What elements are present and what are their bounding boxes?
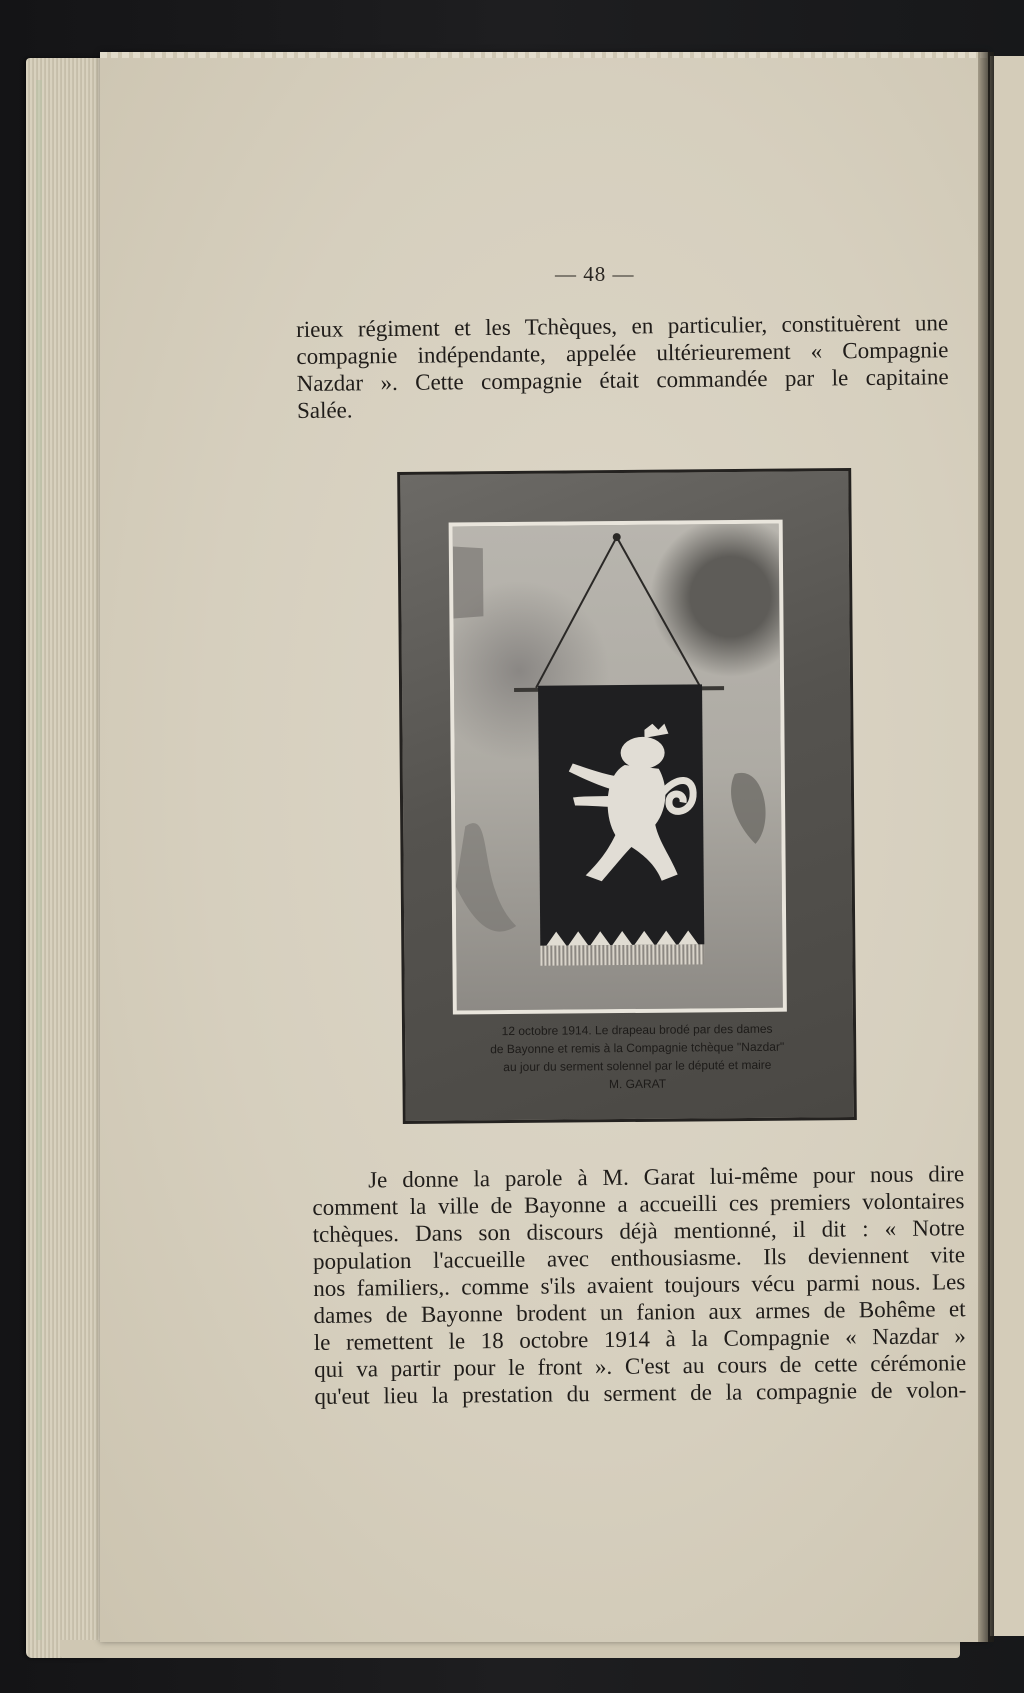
text-line: qu'eut lieu la prestation du serment de la compagnie de volon- (314, 1377, 967, 1409)
banner-photo (449, 520, 787, 1015)
caption-line: M. GARAT (608, 1076, 667, 1092)
caption-line: au jour du serment solennel par le député et maire (503, 1057, 772, 1075)
text-line: Salée. (296, 397, 353, 423)
text-line: comment la ville de Bayonne a accueilli ces premiers volontaires (312, 1188, 965, 1220)
paragraph-bottom (312, 1160, 967, 1410)
text-line: compagnie indépendante, appelée ultérieurement « Compagnie (296, 337, 949, 369)
text-line: Nazdar ». Cette compagnie était commandée par le capitaine (296, 364, 949, 396)
page-stack-tint (36, 80, 42, 1640)
text-line: le remettent le 18 octobre 1914 à la Compagnie « Nazdar » (313, 1323, 966, 1355)
text-line: nos familiers,. comme s'ils avaient toujours vécu parmi nous. Les (313, 1269, 966, 1301)
paragraph-top (296, 309, 949, 424)
text-line: tchèques. Dans son discours déjà mentionné, il dit : « Notre (312, 1215, 965, 1247)
text-line: Je donne la parole à M. Garat lui-même pour nous dire (368, 1161, 965, 1193)
bottom-page-edge (60, 1640, 960, 1658)
figure-photograph (397, 468, 857, 1124)
page-number: — 48 — (555, 262, 635, 286)
book-gutter (978, 52, 994, 1642)
text-line: qui va partir pour le front ». C'est au cours de cette cérémonie (313, 1350, 967, 1382)
caption-line: 12 octobre 1914. Le drapeau brodé par des dames (501, 1021, 773, 1039)
next-page-edge (990, 56, 1024, 1636)
caption-line: de Bayonne et remis à la Compagnie tchèque "Nazdar" (490, 1039, 785, 1057)
figure-caption (457, 1019, 818, 1094)
text-line: population l'accueille avec enthousiasme. Ils deviennent vite (312, 1242, 966, 1274)
banner-illustration (453, 524, 783, 1011)
text-line: rieux régiment et les Tchèques, en particulier, constituèrent une (296, 310, 949, 342)
text-line: dames de Bayonne brodent un fanion aux armes de Bohême et (313, 1296, 966, 1328)
